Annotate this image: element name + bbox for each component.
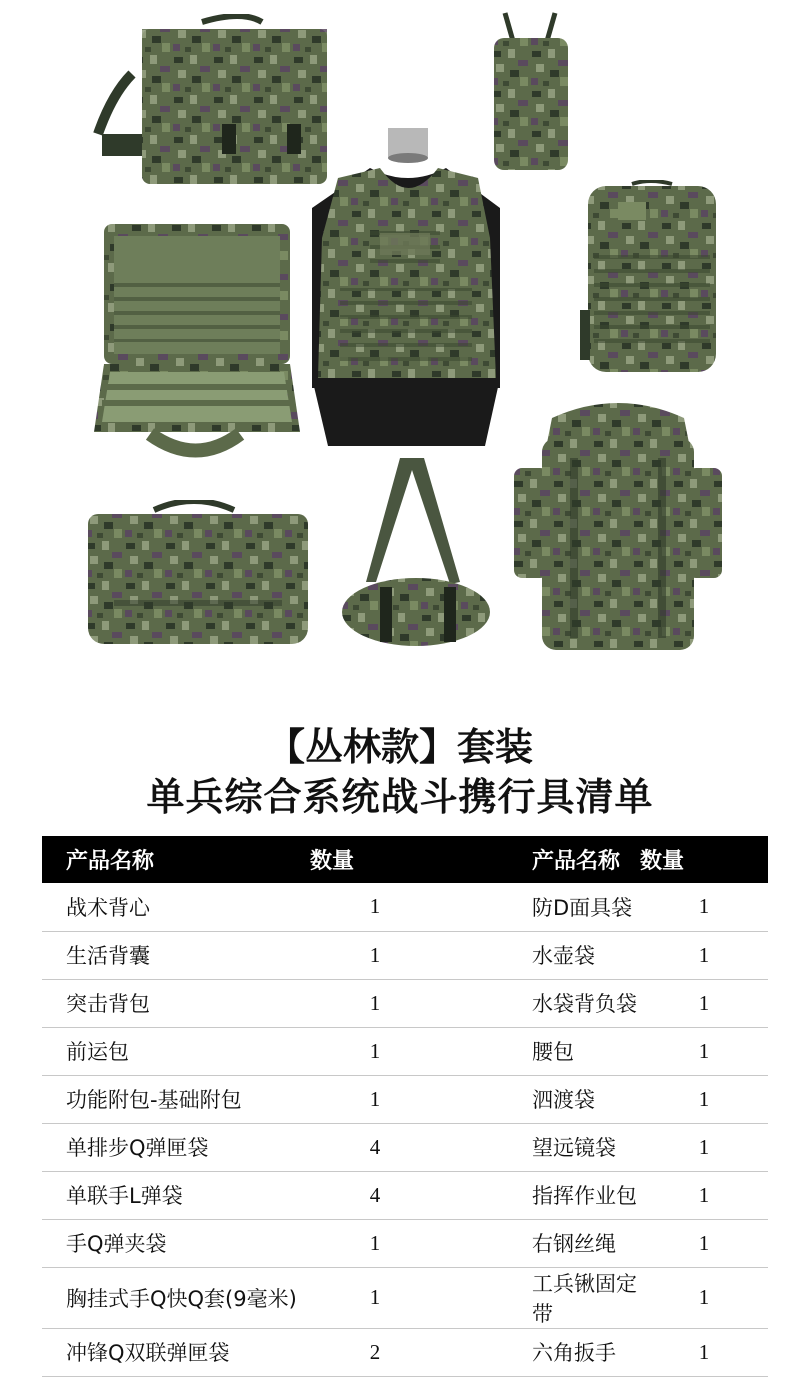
table-row [42, 1328, 768, 1376]
assault-backpack-image [580, 180, 722, 375]
product-quantity: 1 [640, 1219, 768, 1267]
product-name: 指挥作业包 [440, 1171, 640, 1219]
table-row [42, 883, 768, 931]
header-product-name-right: 产品名称 [440, 836, 640, 883]
table-row [42, 1075, 768, 1123]
product-gallery [0, 0, 800, 680]
product-quantity: 1 [640, 1267, 768, 1328]
product-name: 工兵锹固定带 [440, 1267, 640, 1328]
product-quantity: 1 [310, 883, 440, 931]
product-quantity: 4 [310, 1123, 440, 1171]
product-name: 功能附包-基础附包 [42, 1075, 310, 1123]
product-name: 生活背囊 [42, 931, 310, 979]
product-quantity: 2 [310, 1328, 440, 1376]
product-name: 突击背包 [42, 979, 310, 1027]
waist-pack-image [340, 452, 492, 654]
product-quantity: 1 [640, 1123, 768, 1171]
tactical-vest-image [310, 128, 502, 446]
product-name: 水袋背负袋 [440, 979, 640, 1027]
product-quantity: 1 [310, 1267, 440, 1328]
product-quantity: 4 [310, 1171, 440, 1219]
product-quantity: 1 [310, 1075, 440, 1123]
equipment-table [42, 836, 768, 1377]
product-quantity: 1 [310, 1027, 440, 1075]
shoulder-bag-image [92, 14, 332, 189]
header-quantity-left: 数量 [310, 836, 440, 883]
table-row [42, 1219, 768, 1267]
product-quantity: 1 [310, 1219, 440, 1267]
product-quantity: 1 [640, 1328, 768, 1376]
product-name: 泗渡袋 [440, 1075, 640, 1123]
product-name: 前运包 [42, 1027, 310, 1075]
product-quantity: 1 [640, 1171, 768, 1219]
product-name: 单排步Q弹匣袋 [42, 1123, 310, 1171]
header-quantity-right: 数量 [640, 836, 768, 883]
table-row [42, 979, 768, 1027]
product-quantity: 1 [640, 979, 768, 1027]
page-title: 【丛林款】套装 [266, 725, 533, 769]
product-name: 冲锋Q双联弹匣袋 [42, 1328, 310, 1376]
product-quantity: 1 [310, 979, 440, 1027]
product-name: 手Q弹夹袋 [42, 1219, 310, 1267]
header-product-name-left: 产品名称 [42, 836, 310, 883]
product-quantity: 1 [640, 1075, 768, 1123]
product-name: 水壶袋 [440, 931, 640, 979]
product-name: 望远镜袋 [440, 1123, 640, 1171]
table-row [42, 1123, 768, 1171]
large-rucksack-image [512, 398, 724, 654]
product-name: 胸挂式手Q快Q套(9毫米) [42, 1267, 310, 1328]
duffel-bag-image [84, 500, 312, 650]
product-quantity: 1 [310, 931, 440, 979]
page-subtitle: 单兵综合系统战斗携行具清单 [146, 775, 654, 819]
product-name: 防D面具袋 [440, 883, 640, 931]
product-quantity: 1 [640, 1027, 768, 1075]
table-header [42, 836, 768, 883]
product-name: 六角扳手 [440, 1328, 640, 1376]
product-name: 战术背心 [42, 883, 310, 931]
table-row [42, 931, 768, 979]
product-name: 单联手L弹袋 [42, 1171, 310, 1219]
hydration-pack-image [490, 8, 572, 173]
product-name: 右钢丝绳 [440, 1219, 640, 1267]
table-row [42, 1267, 768, 1328]
product-quantity: 1 [640, 883, 768, 931]
table-row [42, 1171, 768, 1219]
product-quantity: 1 [640, 931, 768, 979]
table-row [42, 1027, 768, 1075]
product-name: 腰包 [440, 1027, 640, 1075]
open-case-image [90, 222, 302, 464]
